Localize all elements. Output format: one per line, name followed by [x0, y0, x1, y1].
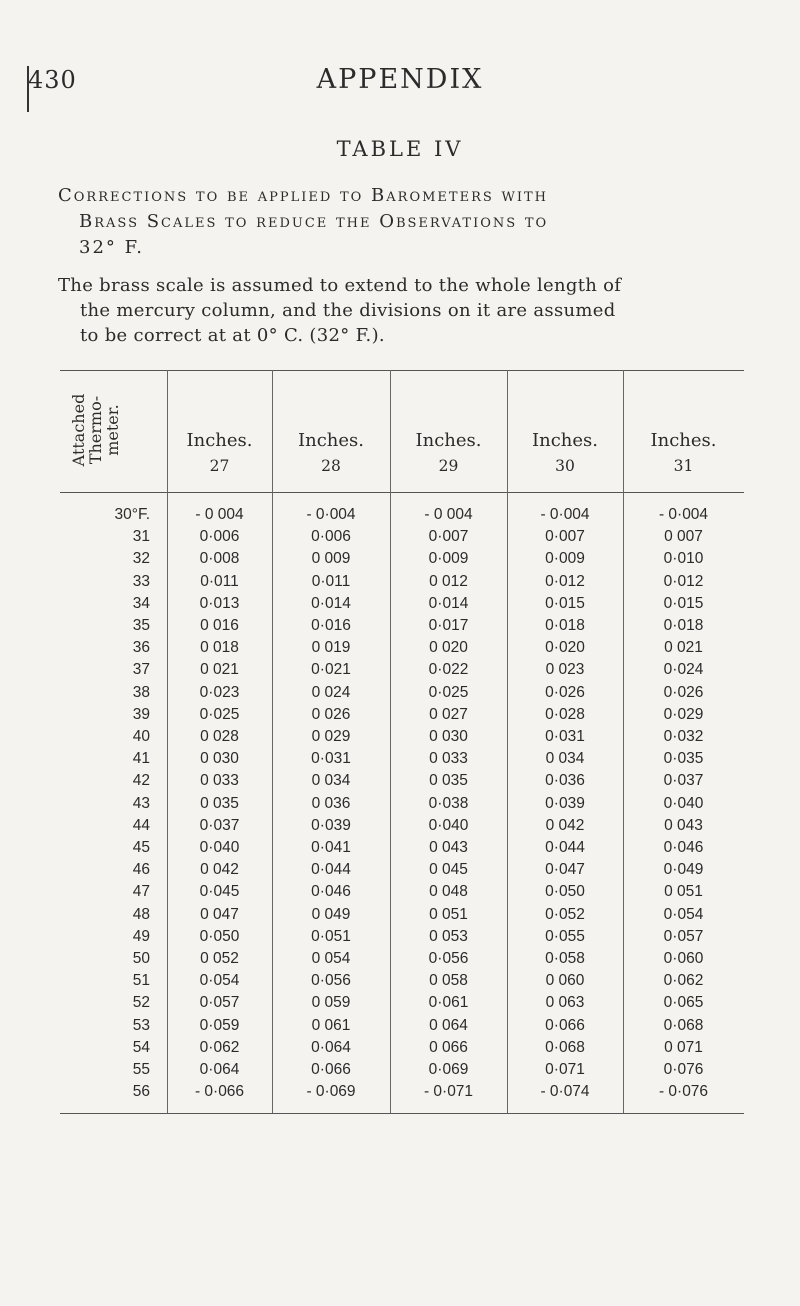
column-header-value: 31	[673, 457, 694, 475]
correction-cell: - 0·076	[658, 1083, 709, 1101]
correction-cell: 0·068	[545, 1038, 585, 1056]
correction-cell: 0·041	[311, 839, 351, 856]
correction-cell: 0·008	[199, 550, 240, 568]
correction-cell: - 0·069	[306, 1083, 356, 1101]
table-top-rule	[60, 370, 744, 371]
temperature-cell: 30°F.	[114, 506, 150, 523]
correction-cell: 0 045	[429, 861, 468, 879]
correction-cell: 0·026	[545, 683, 585, 701]
correction-cell: 0 060	[545, 972, 585, 990]
correction-cell: 0·026	[663, 683, 704, 701]
correction-cell: 0·039	[545, 794, 585, 812]
correction-cell: 0·006	[311, 528, 351, 546]
correction-cell: 0·010	[663, 550, 704, 568]
correction-cell: 0·007	[428, 528, 469, 546]
correction-cell: 0·022	[428, 661, 469, 679]
correction-cell: 0 009	[311, 550, 351, 568]
correction-cell: 0·012	[663, 572, 704, 590]
temperature-cell: 33	[132, 572, 150, 590]
correction-cell: 0 020	[429, 639, 468, 657]
correction-cell: 0·046	[663, 839, 704, 856]
correction-cell: 0 053	[429, 927, 468, 945]
correction-cell: 0·007	[545, 528, 585, 546]
temperature-cell: 41	[132, 750, 150, 768]
correction-cell: 0 012	[429, 572, 468, 590]
correction-cell: 0·066	[545, 1016, 585, 1034]
correction-cell: 0·066	[311, 1061, 351, 1078]
temperature-cell: 36	[132, 639, 150, 657]
column-header	[272, 430, 390, 475]
temperature-cell: 31	[132, 528, 150, 546]
correction-cell: 0·015	[545, 594, 585, 612]
corrections-table	[60, 370, 744, 1101]
note-line: to be correct at at 0° C. (32° F.).	[80, 325, 385, 346]
temperature-cell: 46	[132, 861, 150, 879]
correction-cell: 0·018	[663, 617, 704, 634]
correction-cell: 0·046	[311, 883, 351, 901]
correction-cell: 0·012	[545, 572, 585, 590]
correction-cell: 0 063	[545, 994, 585, 1012]
correction-cell: 0 033	[429, 750, 468, 768]
correction-cell: 0·013	[199, 594, 240, 612]
correction-cell: 0·061	[428, 994, 469, 1012]
correction-cell: 0·011	[200, 572, 239, 590]
header-separator-rule	[60, 492, 744, 493]
column-header-unit: Inches.	[298, 430, 364, 451]
correction-cell: 0 023	[545, 661, 585, 679]
correction-cell: 0·023	[199, 683, 240, 701]
correction-cell: 0·031	[545, 728, 585, 745]
temperature-cell: 55	[132, 1061, 150, 1078]
correction-cell: 0·016	[311, 617, 351, 634]
correction-cell: 0 026	[311, 705, 351, 723]
column-header-value: 29	[438, 457, 459, 475]
table-title: TABLE IV	[336, 137, 464, 161]
correction-cell: 0·044	[311, 861, 351, 879]
correction-cell: 0·054	[199, 972, 240, 990]
note-line: The brass scale is assumed to extend to the whole length of	[58, 275, 622, 296]
correction-cell: 0 027	[429, 705, 468, 723]
correction-cell: 0·036	[545, 772, 585, 790]
temperature-cell: 40	[132, 728, 150, 745]
temperature-cell: 50	[132, 950, 150, 967]
correction-cell: 0 033	[200, 772, 239, 790]
correction-cell: 0·059	[199, 1016, 240, 1034]
correction-cell: 0 048	[429, 883, 468, 901]
column-header-value: 27	[209, 457, 230, 475]
temperature-cell: 34	[132, 594, 150, 612]
correction-cell: 0 058	[429, 972, 468, 990]
correction-cell: 0·055	[545, 927, 585, 945]
correction-cell: 0·040	[663, 794, 704, 812]
correction-cell: 0·076	[663, 1061, 704, 1078]
correction-cell: 0·028	[545, 705, 585, 723]
correction-cell: 0·032	[663, 728, 704, 745]
correction-cell: 0·014	[311, 594, 351, 612]
correction-cell: 0 018	[200, 639, 239, 657]
correction-cell: 0·038	[428, 794, 469, 812]
correction-cell: - 0·004	[658, 506, 709, 523]
correction-cell: 0 049	[311, 905, 351, 923]
temperature-cell: 39	[132, 705, 150, 723]
correction-cell: 0·024	[663, 661, 704, 679]
correction-cell: 0·009	[428, 550, 469, 568]
temperature-cell: 44	[132, 816, 150, 834]
correction-cell: 0 030	[200, 750, 239, 768]
caption-line: Brass Scales to reduce the Observations to	[79, 211, 549, 232]
correction-cell: - 0 004	[424, 506, 473, 523]
correction-cell: 0·050	[199, 927, 240, 945]
temperature-cell: 48	[132, 905, 150, 923]
correction-cell: 0 051	[664, 883, 703, 901]
correction-cell: 0 059	[311, 994, 351, 1012]
correction-cell: 0 034	[311, 772, 351, 790]
column-header	[390, 430, 507, 475]
correction-cell: 0·031	[311, 750, 351, 768]
column-header-unit: Inches.	[532, 430, 598, 451]
correction-cell: 0·047	[545, 861, 585, 879]
correction-cell: 0·039	[311, 816, 351, 834]
correction-cell: 0·045	[199, 883, 240, 901]
correction-cell: 0·050	[545, 883, 585, 901]
correction-cell: 0·037	[663, 772, 704, 790]
column-header-unit: Inches.	[186, 430, 253, 451]
temperature-cell: 37	[132, 661, 150, 679]
running-head: APPENDIX	[316, 64, 484, 95]
correction-cell: 0·006	[199, 528, 240, 546]
column-header-unit: Inches.	[650, 430, 717, 451]
temperature-cell: 35	[132, 617, 150, 634]
correction-cell: 0 034	[545, 750, 585, 768]
correction-cell: 0 016	[200, 617, 239, 634]
correction-cell: 0·009	[545, 550, 585, 568]
correction-cell: 0 021	[664, 639, 703, 657]
page-number: 430	[28, 66, 77, 94]
correction-cell: 0·051	[311, 927, 351, 945]
correction-cell: 0·056	[428, 950, 469, 967]
correction-cell: 0·054	[663, 905, 704, 923]
correction-cell: 0·025	[428, 683, 469, 701]
column-header-unit: Inches.	[415, 430, 482, 451]
correction-cell: 0·057	[663, 927, 704, 945]
correction-cell: 0 019	[311, 639, 351, 657]
correction-cell: 0 007	[664, 528, 703, 546]
temperature-cell: 49	[132, 927, 150, 945]
correction-cell: 0 028	[200, 728, 239, 745]
column-header-value: 30	[555, 457, 575, 475]
correction-cell: - 0·074	[540, 1083, 590, 1101]
correction-cell: 0 061	[311, 1016, 351, 1034]
column-header	[623, 430, 744, 475]
correction-cell: 0 035	[429, 772, 468, 790]
correction-cell: 0 071	[664, 1038, 703, 1056]
correction-cell: 0·029	[663, 705, 704, 723]
correction-cell: 0 066	[429, 1038, 468, 1056]
correction-cell: 0 021	[200, 661, 239, 679]
correction-cell: 0·044	[545, 839, 585, 856]
table-note	[58, 273, 778, 348]
correction-cell: 0·018	[545, 617, 585, 634]
correction-cell: 0 036	[311, 794, 351, 812]
temperature-cell: 52	[132, 994, 150, 1012]
correction-cell: 0·069	[428, 1061, 469, 1078]
temperature-cell: 56	[132, 1083, 150, 1101]
correction-cell: 0·060	[663, 950, 704, 967]
correction-cell: 0·064	[199, 1061, 240, 1078]
correction-cell: 0·062	[199, 1038, 240, 1056]
correction-cell: 0·056	[311, 972, 351, 990]
correction-cell: 0·062	[663, 972, 704, 990]
correction-cell: 0·068	[663, 1016, 704, 1034]
correction-cell: 0 064	[429, 1016, 468, 1034]
correction-cell: 0 047	[200, 905, 239, 923]
temperature-cell: 32	[132, 550, 150, 568]
correction-cell: 0 030	[429, 728, 468, 745]
correction-cell: 0·065	[663, 994, 704, 1012]
correction-cell: 0·057	[199, 994, 240, 1012]
temperature-cell: 43	[132, 794, 150, 812]
table-caption	[58, 183, 758, 261]
correction-cell: - 0 004	[195, 506, 244, 523]
correction-cell: 0·015	[663, 594, 704, 612]
correction-cell: - 0·066	[194, 1083, 245, 1101]
correction-cell: 0 029	[311, 728, 351, 745]
correction-cell: 0·052	[545, 905, 585, 923]
correction-cell: 0·071	[545, 1061, 585, 1078]
temperature-cell: 53	[132, 1016, 150, 1034]
temperature-cell: 47	[132, 883, 150, 901]
correction-cell: 0·035	[663, 750, 704, 768]
table-bottom-rule	[60, 1113, 744, 1114]
correction-cell: 0 035	[200, 794, 239, 812]
correction-cell: 0·011	[311, 572, 351, 590]
temperature-cell: 38	[132, 683, 150, 701]
correction-cell: 0 051	[429, 905, 468, 923]
caption-line: 32° F.	[79, 237, 145, 258]
correction-cell: 0·014	[428, 594, 469, 612]
note-line: the mercury column, and the divisions on it are assumed	[80, 300, 616, 321]
caption-line: Corrections to be applied to Barometers with	[58, 185, 549, 206]
correction-cell: 0·064	[311, 1038, 351, 1056]
temperature-cell: 42	[132, 772, 150, 790]
temperature-cell: 51	[132, 972, 150, 990]
correction-cell: 0·049	[663, 861, 704, 879]
correction-cell: 0·040	[428, 816, 469, 834]
correction-cell: 0 043	[429, 839, 468, 856]
column-header	[507, 430, 623, 475]
correction-cell: 0·037	[199, 816, 240, 834]
correction-cell: 0·017	[428, 617, 469, 634]
correction-cell: 0·021	[311, 661, 351, 679]
correction-cell: 0 052	[200, 950, 239, 967]
correction-cell: 0·025	[199, 705, 240, 723]
correction-cell: - 0·071	[423, 1083, 474, 1101]
attached-thermometer-header: Attached Thermo- meter.	[69, 393, 122, 467]
correction-cell: 0 042	[545, 816, 585, 834]
correction-cell: - 0·004	[306, 506, 356, 523]
column-header-value: 28	[321, 457, 341, 475]
correction-cell: 0·058	[545, 950, 585, 967]
correction-cell: 0·020	[545, 639, 585, 657]
temperature-cell: 45	[132, 839, 150, 856]
correction-cell: 0 054	[311, 950, 351, 967]
correction-cell: 0 043	[664, 816, 703, 834]
correction-cell: 0 024	[311, 683, 351, 701]
correction-cell: - 0·004	[540, 506, 590, 523]
correction-cell: 0 042	[200, 861, 239, 879]
temperature-cell: 54	[132, 1038, 150, 1056]
correction-cell: 0·040	[199, 839, 240, 856]
column-header	[167, 430, 272, 475]
